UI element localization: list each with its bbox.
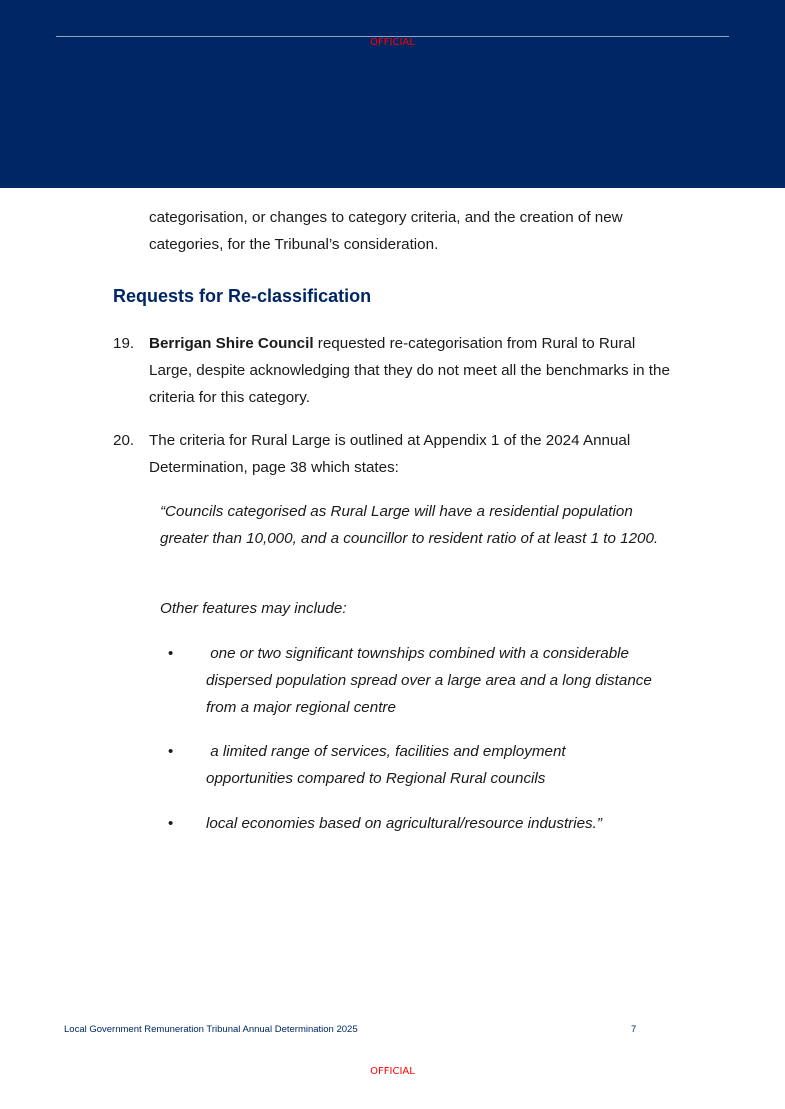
item-number-20: 20. — [113, 432, 135, 449]
bullet-1-marker: • — [168, 645, 174, 662]
council-name: Berrigan Shire Council — [149, 335, 314, 352]
continuation-paragraph: categorisation, or changes to category criteria, and the creation of new categories, for the Tribunal’s consideration. — [149, 209, 623, 253]
item-19-text: requested re-categorisation from Rural to Rural Large, despite acknowledging that they do not meet all the benchmarks in the criteria for this category. — [149, 335, 670, 406]
item-20-paragraph: The criteria for Rural Large is outlined at Appendix 1 of the 2024 Annual Determination, page 38 which states: — [149, 432, 631, 476]
footer-document-title: Local Government Remuneration Tribunal Annual Determination 2025 — [64, 1024, 358, 1035]
item-number-19: 19. — [113, 335, 135, 352]
footer-page-number: 7 — [631, 1024, 637, 1035]
bullet-3-marker: • — [168, 815, 174, 832]
classification-marking-top: OFFICIAL — [370, 37, 415, 48]
bullet-1-text: one or two significant townships combined with a considerable dispersed population spread over a large area and a long distance from a major regional centre — [206, 645, 657, 716]
criteria-quote: “Councils categorised as Rural Large will have a residential population greater than 10,000, and a councillor to resident ratio of at least 1 to 1200. — [160, 503, 659, 547]
features-intro: Other features may include: — [160, 600, 347, 617]
bullet-2-marker: • — [168, 743, 174, 760]
header-banner — [0, 0, 785, 188]
section-heading: Requests for Re-classification — [113, 286, 372, 306]
bullet-2-text: a limited range of services, facilities and employment opportunities compared to Regional Rural councils — [206, 743, 570, 787]
bullet-3-text: local economies based on agricultural/resource industries.” — [206, 815, 602, 832]
classification-marking-bottom: OFFICIAL — [370, 1066, 415, 1077]
item-19-paragraph — [149, 330, 675, 411]
